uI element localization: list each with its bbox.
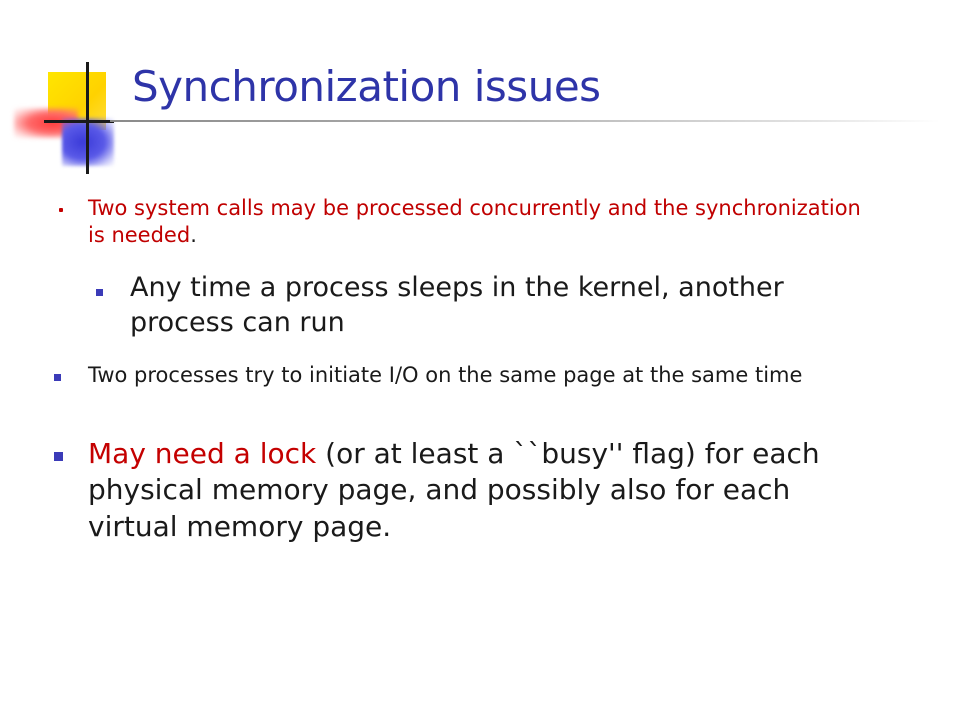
- bullet-1-period: .: [190, 223, 197, 248]
- bullet-square-icon: [54, 374, 61, 381]
- bullet-item-3: Two processes try to initiate I/O on the same page at the same time: [88, 363, 803, 387]
- bullet-1-text: Two system calls may be processed concurrently and the synchronization is needed: [88, 196, 861, 248]
- bullet-square-icon: [96, 289, 103, 296]
- bullet-item-4: [88, 436, 888, 545]
- bullet-item-1: [88, 195, 878, 250]
- bullet-4-text: (or at least a ``busy'' flag) for each physical memory page, and possibly also for each virtual memory page.: [88, 437, 820, 543]
- bullet-dot-icon: [59, 208, 63, 212]
- logo-horizontal-line: [44, 120, 114, 123]
- slide-title: Synchronization issues: [132, 62, 601, 111]
- logo-vertical-line: [86, 62, 89, 174]
- title-divider: [110, 120, 940, 122]
- bullet-item-2: Any time a process sleeps in the kernel, another process can run: [130, 272, 784, 339]
- bullet-4-highlight: May need a lock: [88, 437, 317, 470]
- bullet-square-icon: [54, 452, 63, 461]
